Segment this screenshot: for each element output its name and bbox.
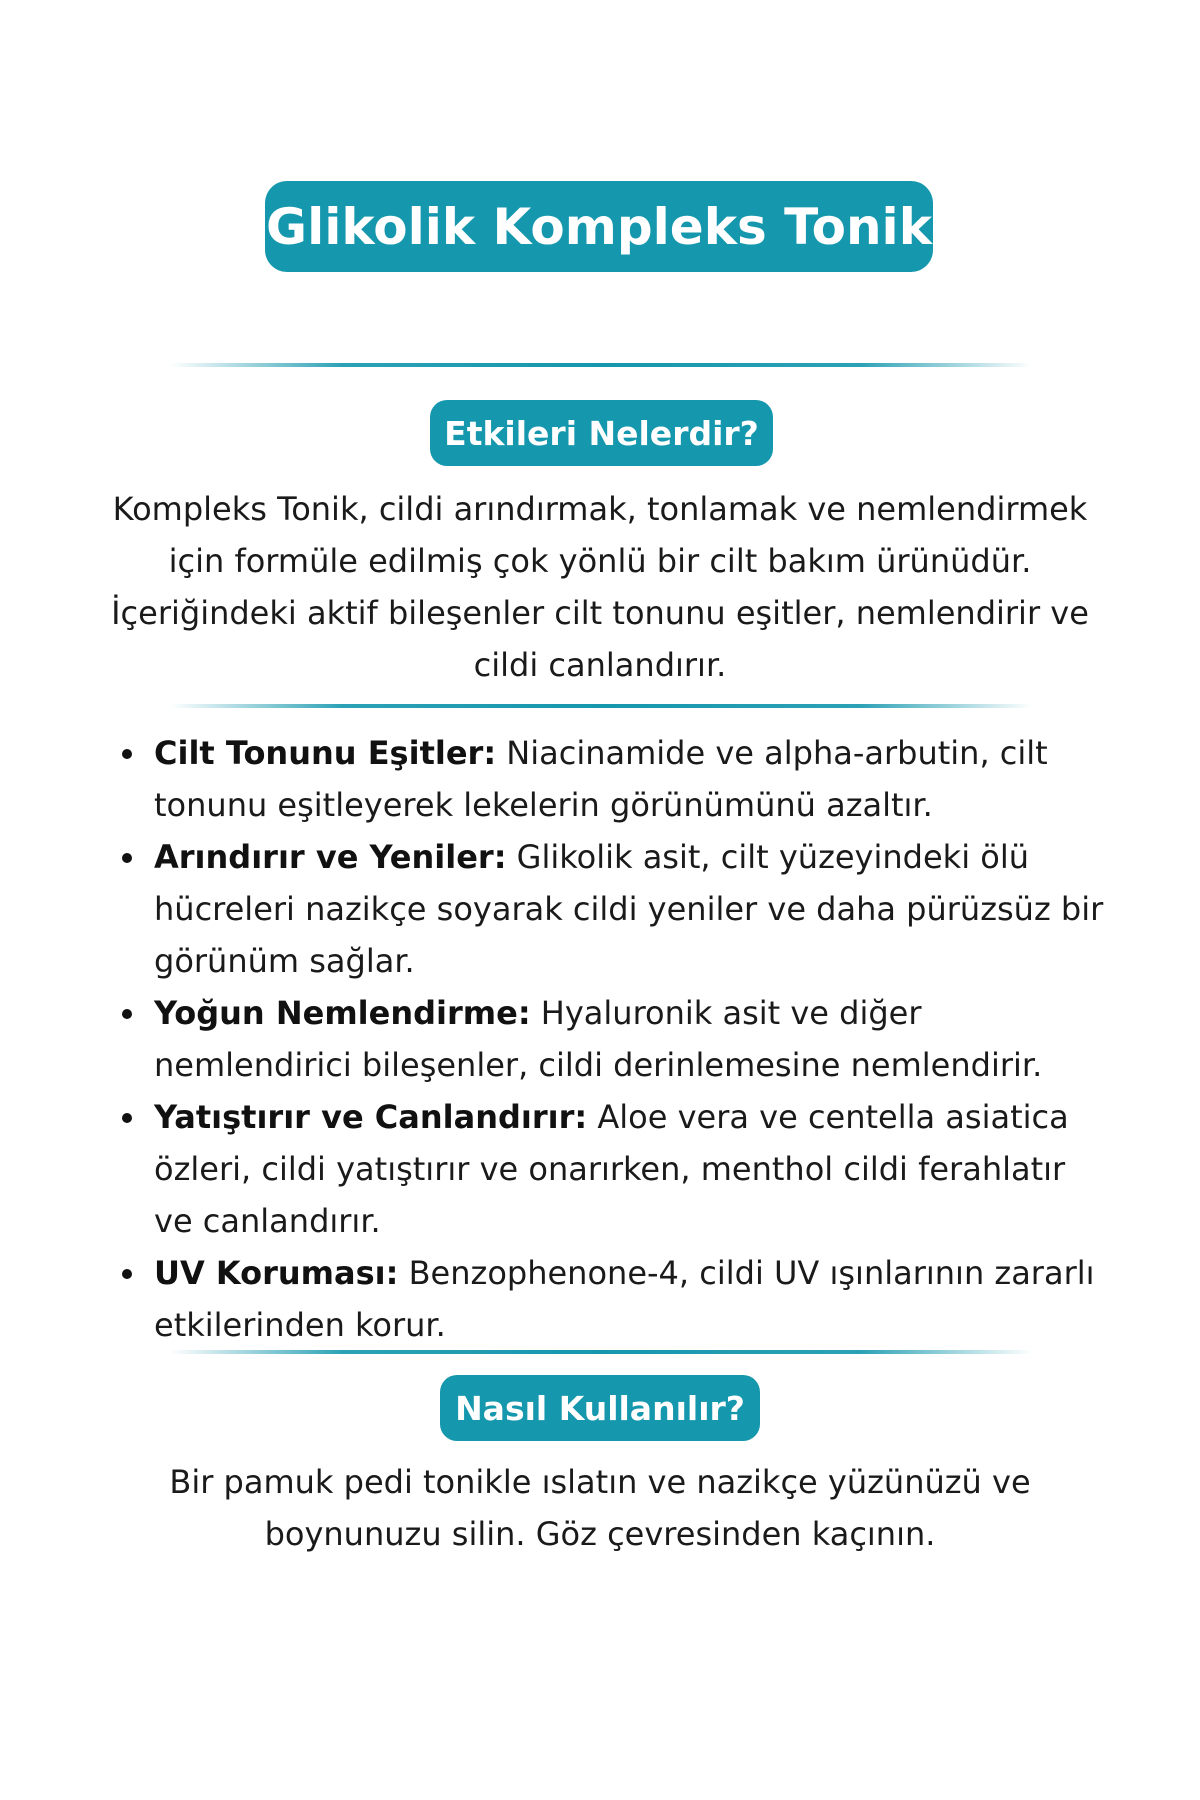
benefit-item bbox=[110, 1091, 1110, 1247]
product-title: Glikolik Kompleks Tonik bbox=[266, 197, 932, 256]
section-divider-top bbox=[170, 363, 1032, 367]
section-divider-middle bbox=[170, 704, 1032, 708]
benefits-list bbox=[110, 727, 1110, 1351]
benefit-title: UV Koruması: bbox=[154, 1254, 399, 1292]
benefit-title: Arındırır ve Yeniler: bbox=[154, 838, 507, 876]
benefit-item bbox=[110, 727, 1110, 831]
bullet-icon bbox=[122, 1113, 132, 1123]
benefit-text: Niacinamide ve alpha-arbutin, cilt tonunu eşitleyerek lekelerin görünümünü azaltır. bbox=[154, 734, 1048, 824]
bullet-icon bbox=[122, 1269, 132, 1279]
effects-heading-badge bbox=[430, 400, 773, 466]
benefit-title: Cilt Tonunu Eşitler: bbox=[154, 734, 497, 772]
product-title-badge bbox=[265, 181, 933, 272]
benefit-item bbox=[110, 831, 1110, 987]
effects-intro-paragraph: Kompleks Tonik, cildi arındırmak, tonlamak ve nemlendirmek için formüle edilmiş çok yönlü bir cilt bakım ürünüdür. İçeriğindeki aktif bileşenler cilt tonunu eşitler, nemlendirir ve cildi canlandırır. bbox=[111, 490, 1089, 684]
usage-instructions: Bir pamuk pedi tonikle ıslatın ve nazikçe yüzünüzü ve boynunuzu silin. Göz çevresinden kaçının. bbox=[169, 1463, 1031, 1553]
benefit-text: Benzophenone-4, cildi UV ışınlarının zararlı etkilerinden korur. bbox=[154, 1254, 1095, 1344]
benefit-title: Yatıştırır ve Canlandırır: bbox=[154, 1098, 588, 1136]
benefit-text: Glikolik asit, cilt yüzeyindeki ölü hücreleri nazikçe soyarak cildi yeniler ve daha pürüzsüz bir görünüm sağlar. bbox=[154, 838, 1104, 980]
bullet-icon bbox=[122, 1009, 132, 1019]
bullet-icon bbox=[122, 853, 132, 863]
usage-heading: Nasıl Kullanılır? bbox=[455, 1388, 745, 1428]
section-divider-bottom bbox=[170, 1350, 1032, 1354]
benefit-item bbox=[110, 987, 1110, 1091]
benefit-text: Aloe vera ve centella asiatica özleri, cildi yatıştırır ve onarırken, menthol cildi ferahlatır ve canlandırır. bbox=[154, 1098, 1069, 1240]
benefit-title: Yoğun Nemlendirme: bbox=[154, 994, 531, 1032]
benefit-item bbox=[110, 1247, 1110, 1351]
benefit-text: Hyaluronik asit ve diğer nemlendirici bileşenler, cildi derinlemesine nemlendirir. bbox=[154, 994, 1043, 1084]
usage-heading-badge bbox=[440, 1375, 760, 1441]
effects-heading: Etkileri Nelerdir? bbox=[444, 413, 759, 453]
bullet-icon bbox=[122, 749, 132, 759]
